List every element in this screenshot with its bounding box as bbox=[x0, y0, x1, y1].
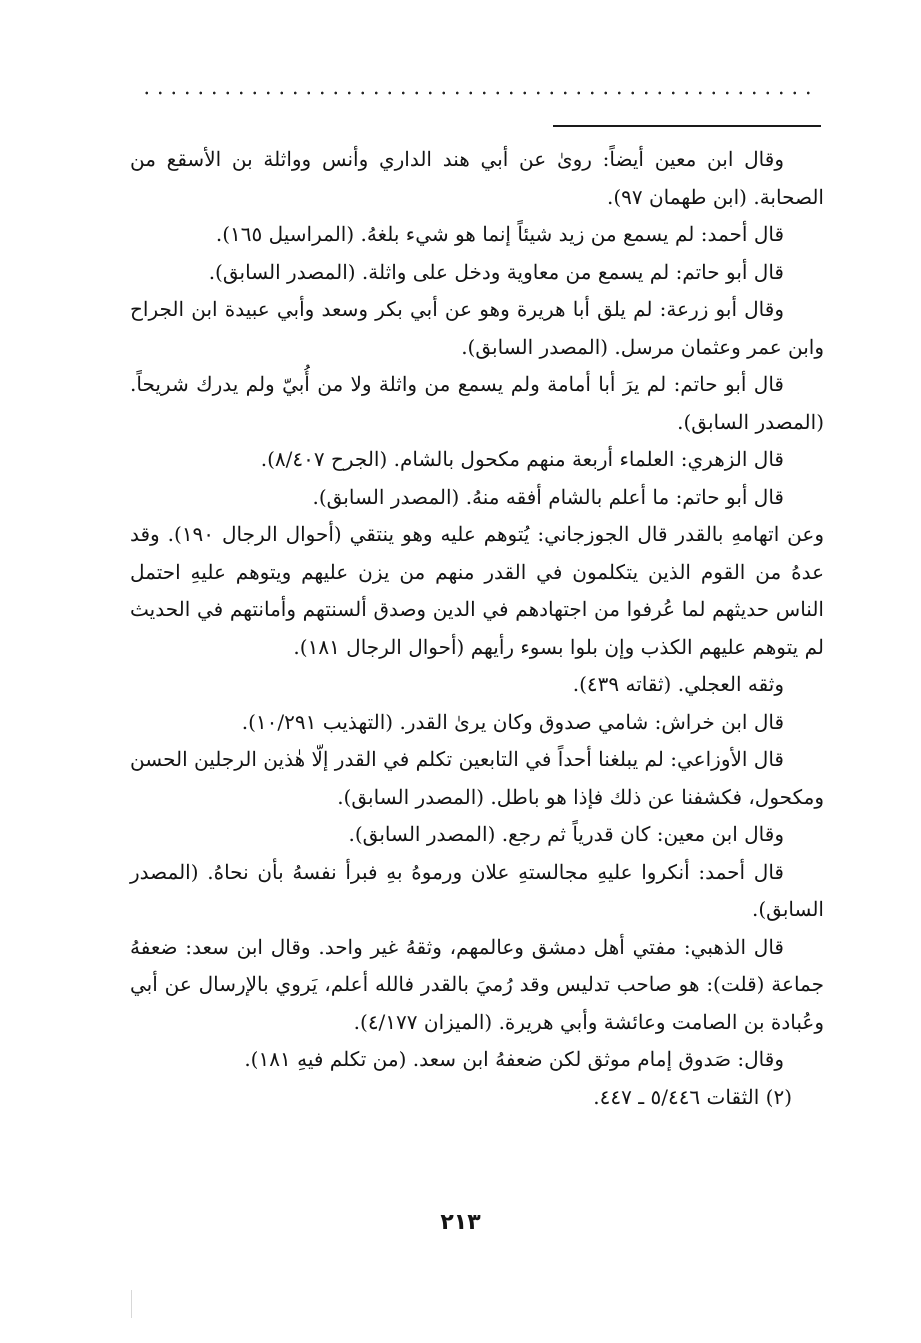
footnote-paragraph: قال ابن خراش: شامي صدوق وكان يرىٰ القدر. (التهذيب ١٠/٢٩١). bbox=[241, 709, 784, 734]
footnote-paragraph: وقال ابن معين أيضاً: روىٰ عن أبي هند الداري وأنس وواثلة بن الأسقع من الصحابة. (ابن طهمان ٩٧). bbox=[130, 147, 824, 209]
footnote-paragraph: قال أبو حاتم: لم يسمع من معاوية ودخل على واثلة. (المصدر السابق). bbox=[208, 259, 784, 284]
footnote-rule bbox=[553, 125, 821, 127]
footnote-paragraph: قال أحمد: أنكروا عليهِ مجالستهِ علان ورموهُ بهِ فبرأ نفسهُ بأن نحاهُ. (المصدر السابق). bbox=[130, 859, 824, 921]
page-number: ٢١٣ bbox=[440, 1210, 481, 1235]
footnote-paragraph: قال أبو حاتم: لم يرَ أبا أمامة ولم يسمع من واثلة ولا من أُبيّ ولم يدرك شريحاً. (المصدر السابق). bbox=[130, 372, 824, 434]
footnote-paragraph: وثقه العجلي. (ثقاته ٤٣٩). bbox=[572, 672, 784, 696]
footnote-paragraph: وعن اتهامهِ بالقدر قال الجوزجاني: يُتوهم عليه وهو ينتقي (أحوال الرجال ١٩٠). وقد عدهُ من القوم الذين يتكلمون في القدر منهم من يزن عليهم ويتوهم عليهِ احتمل الناس حديثهم لما عُرفوا من اجتهادهم في الدين وصدق ألسنتهم وأمانتهم في الحديث لم يتوهم عليهم الكذب وإن بلوا بسوء رأيهم (أحوال الرجال ١٨١). bbox=[130, 522, 825, 659]
footnote-reference: (٢) الثقات ٥/٤٤٦ ـ ٤٤٧. bbox=[593, 1084, 792, 1109]
footnote-paragraph: قال الزهري: العلماء أربعة منهم مكحول بالشام. (الجرح ٨/٤٠٧). bbox=[260, 447, 784, 471]
footnotes-block bbox=[130, 141, 824, 1116]
footnote-paragraph: وقال أبو زرعة: لم يلق أبا هريرة وهو عن أبي بكر وسعد وأبي عبيدة ابن الجراح وابن عمر وعثمان مرسل. (المصدر السابق). bbox=[130, 297, 824, 359]
footnote-paragraph: قال أحمد: لم يسمع من زيد شيئاً إنما هو شيء بلغهُ. (المراسيل ١٦٥). bbox=[215, 222, 784, 246]
dotted-separator bbox=[140, 91, 820, 95]
footnote-paragraph: وقال: صَدوق إمام موثق لكن ضعفهُ ابن سعد. (من تكلم فيهِ ١٨١). bbox=[244, 1047, 784, 1071]
footnote-paragraph: قال أبو حاتم: ما أعلم بالشام أفقه منهُ. (المصدر السابق). bbox=[312, 484, 784, 509]
footnote-paragraph: قال الذهبي: مفتي أهل دمشق وعالمهم، وثقهُ غير واحد. وقال ابن سعد: ضعفهُ جماعة (قلت): هو صاحب تدليس وقد رُميَ بالقدر فالله أعلم، يَروي بالإرسال عن أبي وعُبادة بن الصامت وعائشة وأبي هريرة. (الميزان ٤/١٧٧). bbox=[130, 934, 824, 1034]
footnote-paragraph: قال الأوزاعي: لم يبلغنا أحداً في التابعين تكلم في القدر إلّا هٰذين الرجلين الحسن ومكحول، فكشفنا عن ذلك فإذا هو باطل. (المصدر السابق). bbox=[130, 747, 824, 809]
scan-edge-mark bbox=[131, 1290, 132, 1318]
footnote-paragraph: وقال ابن معين: كان قدرياً ثم رجع. (المصدر السابق). bbox=[348, 822, 784, 846]
